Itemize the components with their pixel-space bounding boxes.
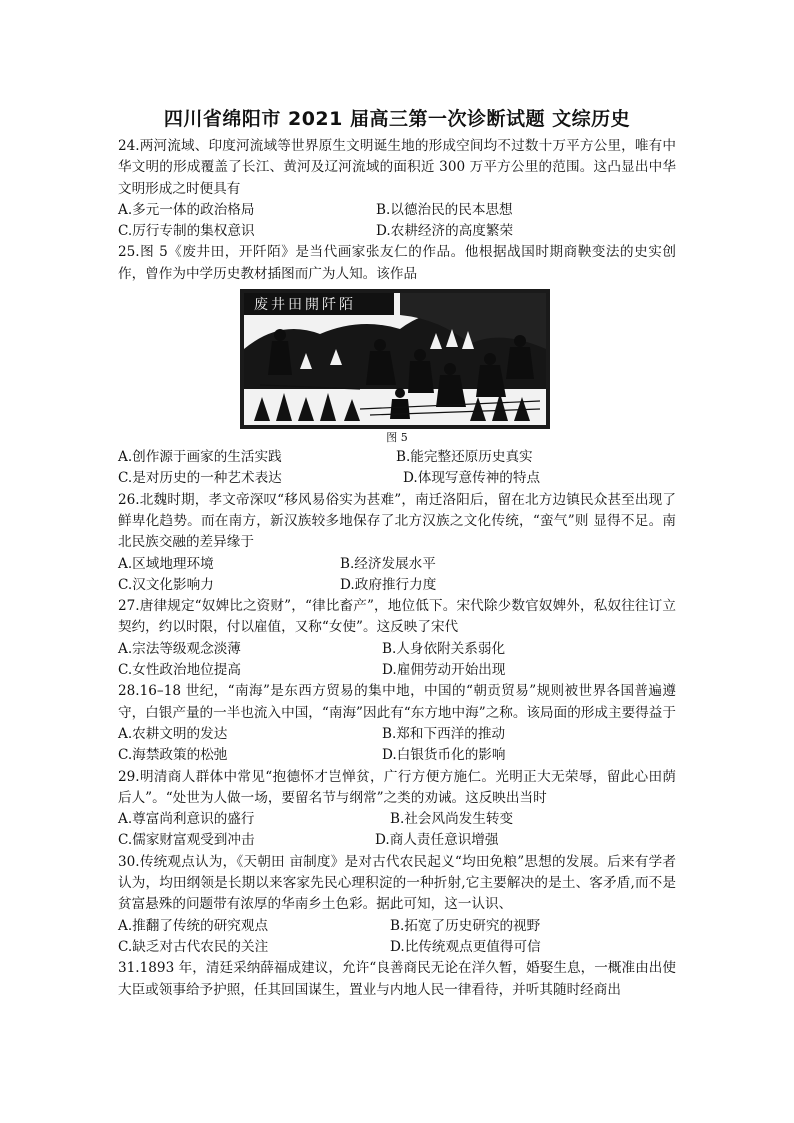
- option-c: C.儒家财富观受到冲击: [118, 832, 255, 849]
- option-b: B.郑和下西洋的推动: [382, 725, 506, 742]
- figure-caption: 图 5: [386, 431, 408, 445]
- option-c: C.海禁政策的松弛: [118, 747, 228, 764]
- option-row: [118, 639, 676, 660]
- option-d: D.政府推行力度: [340, 576, 437, 593]
- option-b: B.拓宽了历史研究的视野: [390, 917, 541, 934]
- option-a: A.推翻了传统的研究观点: [118, 917, 269, 934]
- question-stem: 30.传统观点认为，《天朝田 亩制度》是对古代农民起义“均田免粮”思想的发展。后来有学者认为，均田纲领是长期以来客家先民心理积淀的一种折射,它主要解决的是土、客矛盾,而不是贫富悬殊的问题带有浓厚的华南乡土色彩。据此可知，这一认识、: [118, 853, 676, 913]
- option-c: C.汉文化影响力: [118, 576, 214, 593]
- option-b: B.经济发展水平: [340, 555, 436, 572]
- woodcut-illustration: [240, 289, 550, 429]
- figure-title: 废井田開阡陌: [254, 297, 356, 314]
- option-d: D.商人责任意识增强: [375, 832, 499, 849]
- option-c: C.厉行专制的集权意识: [118, 223, 255, 240]
- option-row: [118, 830, 676, 851]
- option-row: [118, 200, 676, 221]
- option-row: [118, 447, 676, 468]
- option-row: [118, 809, 676, 830]
- option-d: D.比传统观点更值得可信: [390, 938, 541, 955]
- option-row: [118, 575, 676, 596]
- option-b: B.能完整还原历史真实: [396, 449, 533, 466]
- option-row: [118, 468, 676, 489]
- option-a: A.创作源于画家的生活实践: [118, 449, 282, 466]
- option-d: D.体现写意传神的特点: [403, 470, 541, 487]
- option-a: A.农耕文明的发达: [118, 725, 228, 742]
- question-stem: 27.唐律规定“奴婢比之资财”，“律比畜产”，地位低下。宋代除少数官奴婢外，私奴往往订立契约，约以时限，付以雇值，又称“女使”。这反映了宋代: [118, 598, 676, 636]
- option-row: [118, 724, 676, 745]
- question-stem: 29.明清商人群体中常见“抱德怀才岂惮贫，广行方便方施仁。光明正大无荣辱，留此心田荫后人”。“处世为人做一场，要留名节与纲常”之类的劝诫。这反映出当时: [118, 768, 676, 806]
- option-a: A.区域地理环境: [118, 555, 214, 572]
- option-b: B.人身依附关系弱化: [382, 640, 506, 657]
- question-list: [118, 136, 676, 1001]
- option-row: [118, 660, 676, 681]
- option-a: A.尊富尚利意识的盛行: [118, 811, 255, 828]
- option-a: A.多元一体的政治格局: [118, 201, 255, 218]
- question-stem: 25.图 5《废井田，开阡陌》是当代画家张友仁的作品。他根据战国时期商鞅变法的史实创作，曾作为中学历史教材插图而广为人知。该作品: [118, 244, 676, 282]
- question-stem: 28.16–18 世纪，“南海”是东西方贸易的集中地，中国的“朝贡贸易”规则被世界各国普遍遵守，白银产量的一半也流入中国，“南海”因此有“东方地中海”之称。该局面的形成主要得益于: [118, 683, 676, 721]
- question-stem: 24.两河流域、印度河流域等世界原生文明诞生地的形成空间均不过数十万平方公里，唯有中华文明的形成覆盖了长江、黄河及辽河流域的面积近 300 万平方公里的范围。这凸显出中华文明形成之时便具有: [118, 138, 676, 197]
- option-c: C.是对历史的一种艺术表达: [118, 470, 282, 487]
- woodcut-figure: [240, 289, 550, 429]
- option-b: B.社会风尚发生转变: [390, 811, 514, 828]
- option-c: C.女性政治地位提高: [118, 662, 241, 679]
- option-d: D.雇佣劳动开始出现: [382, 662, 506, 679]
- question-stem: 31.1893 年，清廷采纳薛福成建议，允许“良善商民无论在洋久暂，婚娶生息，一概准由出使大臣或领事给予护照，任其回国谋生，置业与内地人民一律看待，并听其随时经商出: [118, 960, 676, 998]
- option-row: [118, 221, 676, 242]
- option-row: [118, 916, 676, 937]
- question-stem: 26.北魏时期，孝文帝深叹“移风易俗实为甚难”，南迁洛阳后，留在北方边镇民众甚至出现了鲜卑化趋势。而在南方，新汉族较多地保存了北方汉族之文化传统，“蛮气”则 显得不足。南北民族交融的差异缘于: [118, 491, 676, 551]
- option-d: D.农耕经济的高度繁荣: [376, 223, 514, 240]
- option-row: [118, 937, 676, 958]
- option-b: B.以德治民的民本思想: [376, 201, 513, 218]
- option-d: D.白银货币化的影响: [382, 747, 506, 764]
- option-c: C.缺乏对古代农民的关注: [118, 938, 269, 955]
- option-a: A.宗法等级观念淡薄: [118, 640, 241, 657]
- page-title: 四川省绵阳市 2021 届高三第一次诊断试题 文综历史: [163, 108, 631, 130]
- option-row: [118, 554, 676, 575]
- option-row: [118, 745, 676, 766]
